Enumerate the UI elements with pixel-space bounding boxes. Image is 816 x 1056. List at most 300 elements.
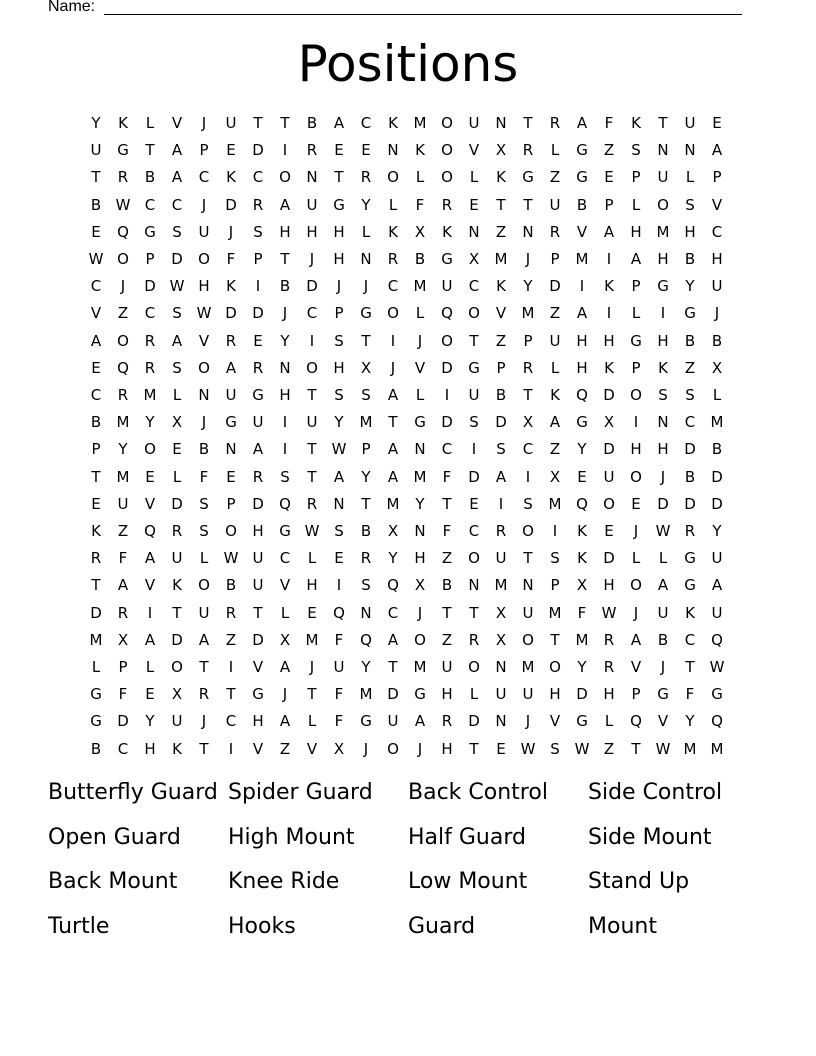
grid-letter: F bbox=[442, 522, 452, 540]
grid-letter: S bbox=[172, 358, 182, 377]
grid-letter: S bbox=[469, 413, 479, 432]
grid-letter: D bbox=[90, 603, 102, 622]
grid-letter: M bbox=[710, 739, 724, 758]
grid-letter: Q bbox=[144, 522, 156, 540]
grid-letter: V bbox=[306, 739, 318, 758]
grid-letter: R bbox=[225, 331, 237, 350]
grid-letter: N bbox=[414, 522, 426, 540]
grid-letter: L bbox=[145, 658, 155, 676]
grid-letter: J bbox=[633, 603, 639, 622]
grid-letter: T bbox=[199, 739, 209, 758]
grid-letter: M bbox=[413, 658, 427, 676]
grid-letter: J bbox=[201, 114, 207, 132]
grid-letter: O bbox=[603, 494, 615, 513]
grid-row bbox=[83, 246, 743, 273]
grid-letter: A bbox=[387, 467, 399, 486]
grid-letter: Z bbox=[549, 304, 561, 323]
grid-letter: J bbox=[660, 658, 666, 676]
grid-letter: E bbox=[604, 522, 614, 540]
grid-letter: T bbox=[226, 685, 236, 704]
grid-letter: D bbox=[171, 494, 183, 513]
grid-letter: N bbox=[657, 141, 669, 160]
grid-letter: R bbox=[360, 549, 372, 568]
grid-letter: R bbox=[441, 712, 453, 731]
grid-letter: D bbox=[225, 304, 237, 323]
grid-letter: Y bbox=[361, 467, 371, 486]
grid-letter: A bbox=[171, 141, 183, 160]
grid-letter: T bbox=[685, 658, 695, 676]
grid-letter: F bbox=[604, 114, 614, 132]
grid-letter: H bbox=[279, 222, 291, 241]
grid-letter: O bbox=[441, 168, 453, 187]
grid-letter: Y bbox=[334, 413, 344, 432]
grid-letter: K bbox=[577, 549, 587, 568]
grid-letter: N bbox=[225, 440, 237, 459]
grid-letter: H bbox=[333, 250, 345, 268]
grid-letter: S bbox=[685, 386, 695, 404]
grid-letter: R bbox=[117, 386, 129, 404]
grid-letter: I bbox=[336, 576, 342, 595]
grid-letter: C bbox=[684, 630, 696, 649]
grid-letter: G bbox=[225, 413, 237, 432]
grid-letter: H bbox=[333, 222, 345, 241]
grid-letter: O bbox=[441, 141, 453, 160]
grid-letter: Z bbox=[117, 304, 129, 323]
grid-letter: P bbox=[334, 304, 344, 323]
grid-letter: L bbox=[469, 685, 479, 704]
grid-letter: G bbox=[117, 141, 129, 160]
grid-letter: W bbox=[331, 440, 347, 459]
grid-row bbox=[83, 627, 743, 654]
grid-letter: T bbox=[307, 467, 317, 486]
grid-letter: Y bbox=[577, 658, 587, 676]
grid-letter: E bbox=[712, 114, 722, 132]
grid-letter: R bbox=[90, 549, 102, 568]
grid-letter: I bbox=[282, 413, 288, 432]
grid-letter: Y bbox=[145, 712, 155, 731]
grid-letter: R bbox=[549, 222, 561, 241]
grid-letter: X bbox=[603, 413, 615, 432]
grid-letter: D bbox=[252, 630, 264, 649]
grid-letter: T bbox=[388, 413, 398, 432]
grid-letter: E bbox=[91, 358, 101, 377]
grid-letter: Q bbox=[117, 222, 129, 241]
grid-row bbox=[83, 273, 743, 300]
grid-letter: O bbox=[657, 195, 669, 214]
grid-letter: R bbox=[252, 467, 264, 486]
grid-letter: W bbox=[709, 658, 725, 676]
grid-letter: H bbox=[630, 222, 642, 241]
grid-letter: D bbox=[252, 494, 264, 513]
grid-letter: H bbox=[603, 331, 615, 350]
grid-letter: A bbox=[387, 440, 399, 459]
grid-letter: C bbox=[225, 712, 237, 731]
grid-letter: T bbox=[91, 467, 101, 486]
grid-letter: T bbox=[550, 630, 560, 649]
grid-letter: X bbox=[495, 141, 507, 160]
grid-letter: U bbox=[711, 277, 723, 296]
grid-letter: U bbox=[549, 331, 561, 350]
grid-letter: B bbox=[279, 277, 291, 296]
grid-row bbox=[83, 409, 743, 436]
grid-letter: D bbox=[603, 549, 615, 568]
grid-letter: U bbox=[117, 494, 129, 513]
grid-letter: O bbox=[198, 358, 210, 377]
grid-letter: N bbox=[414, 440, 426, 459]
grid-letter: D bbox=[144, 277, 156, 296]
grid-letter: U bbox=[549, 195, 561, 214]
grid-letter: V bbox=[549, 712, 561, 731]
grid-letter: S bbox=[496, 440, 506, 459]
grid-letter: G bbox=[252, 685, 264, 704]
grid-letter: I bbox=[282, 141, 288, 160]
grid-letter: T bbox=[91, 576, 101, 595]
grid-letter: H bbox=[414, 549, 426, 568]
grid-letter: R bbox=[603, 658, 615, 676]
grid-letter: I bbox=[498, 494, 504, 513]
grid-letter: K bbox=[118, 114, 128, 132]
grid-letter: E bbox=[91, 222, 101, 241]
grid-letter: Y bbox=[91, 114, 101, 132]
grid-letter: L bbox=[415, 386, 425, 404]
grid-letter: B bbox=[414, 250, 426, 268]
grid-letter: A bbox=[333, 467, 345, 486]
grid-letter: S bbox=[361, 386, 371, 404]
grid-letter: A bbox=[630, 250, 642, 268]
grid-letter: F bbox=[226, 250, 236, 268]
grid-letter: U bbox=[495, 549, 507, 568]
grid-row bbox=[83, 681, 743, 708]
grid-letter: G bbox=[576, 141, 588, 160]
grid-letter: T bbox=[523, 195, 533, 214]
grid-letter: G bbox=[468, 358, 480, 377]
grid-letter: O bbox=[279, 168, 291, 187]
grid-letter: B bbox=[684, 331, 696, 350]
grid-letter: L bbox=[415, 168, 425, 187]
grid-letter: X bbox=[495, 630, 507, 649]
grid-letter: D bbox=[549, 277, 561, 296]
grid-letter: J bbox=[309, 250, 315, 268]
grid-letter: H bbox=[657, 440, 669, 459]
grid-letter: C bbox=[144, 195, 156, 214]
grid-letter: Q bbox=[711, 630, 723, 649]
grid-row bbox=[83, 164, 743, 191]
grid-letter: R bbox=[684, 522, 696, 540]
name-input-line[interactable] bbox=[104, 14, 742, 15]
grid-letter: G bbox=[144, 222, 156, 241]
grid-letter: N bbox=[387, 141, 399, 160]
grid-letter: H bbox=[198, 277, 210, 296]
grid-letter: N bbox=[279, 358, 291, 377]
grid-letter: T bbox=[523, 114, 533, 132]
grid-letter: C bbox=[441, 440, 453, 459]
grid-letter: R bbox=[603, 630, 615, 649]
name-row bbox=[48, 0, 748, 22]
grid-letter: G bbox=[360, 304, 372, 323]
grid-letter: R bbox=[306, 141, 318, 160]
grid-letter: W bbox=[520, 739, 536, 758]
grid-letter: U bbox=[306, 195, 318, 214]
grid-letter: D bbox=[684, 494, 696, 513]
grid-letter: D bbox=[468, 467, 480, 486]
grid-letter: N bbox=[684, 141, 696, 160]
word-bank-item: Knee Ride bbox=[228, 869, 340, 895]
grid-letter: C bbox=[711, 222, 723, 241]
grid-letter: K bbox=[388, 114, 398, 132]
grid-letter: W bbox=[655, 522, 671, 540]
grid-letter: D bbox=[603, 440, 615, 459]
grid-letter: J bbox=[390, 358, 396, 377]
grid-letter: B bbox=[306, 114, 318, 132]
grid-letter: H bbox=[711, 250, 723, 268]
grid-letter: G bbox=[522, 168, 534, 187]
grid-letter: N bbox=[468, 222, 480, 241]
grid-letter: J bbox=[120, 277, 126, 296]
grid-letter: C bbox=[387, 277, 399, 296]
grid-letter: M bbox=[386, 494, 400, 513]
grid-letter: L bbox=[550, 358, 560, 377]
grid-letter: J bbox=[201, 195, 207, 214]
grid-letter: K bbox=[172, 739, 182, 758]
grid-letter: T bbox=[280, 250, 290, 268]
grid-letter: D bbox=[171, 630, 183, 649]
grid-letter: T bbox=[307, 386, 317, 404]
grid-letter: Z bbox=[495, 222, 507, 241]
grid-letter: G bbox=[333, 195, 345, 214]
grid-letter: B bbox=[90, 413, 102, 432]
grid-letter: C bbox=[468, 277, 480, 296]
grid-letter: H bbox=[252, 712, 264, 731]
grid-letter: G bbox=[684, 304, 696, 323]
grid-letter: X bbox=[117, 630, 129, 649]
grid-letter: S bbox=[658, 386, 668, 404]
grid-letter: L bbox=[685, 168, 695, 187]
grid-letter: T bbox=[280, 114, 290, 132]
grid-letter: S bbox=[199, 494, 209, 513]
grid-letter: L bbox=[415, 304, 425, 323]
grid-letter: K bbox=[442, 222, 452, 241]
grid-letter: P bbox=[604, 195, 614, 214]
grid-letter: E bbox=[334, 141, 344, 160]
grid-letter: Z bbox=[495, 331, 507, 350]
grid-letter: M bbox=[710, 413, 724, 432]
grid-letter: X bbox=[360, 358, 372, 377]
grid-letter: Q bbox=[333, 603, 345, 622]
grid-letter: T bbox=[469, 331, 479, 350]
grid-letter: J bbox=[282, 685, 288, 704]
grid-letter: B bbox=[657, 630, 669, 649]
grid-letter: P bbox=[550, 576, 560, 595]
grid-letter: A bbox=[279, 712, 291, 731]
grid-letter: M bbox=[494, 250, 508, 268]
grid-letter: A bbox=[144, 630, 156, 649]
grid-letter: C bbox=[117, 739, 129, 758]
grid-letter: K bbox=[658, 358, 668, 377]
grid-letter: O bbox=[387, 739, 399, 758]
grid-letter: G bbox=[252, 386, 264, 404]
grid-letter: H bbox=[630, 440, 642, 459]
grid-letter: A bbox=[630, 630, 642, 649]
grid-row bbox=[83, 464, 743, 491]
grid-letter: X bbox=[387, 522, 399, 540]
grid-letter: O bbox=[549, 658, 561, 676]
grid-letter: A bbox=[171, 331, 183, 350]
grid-letter: E bbox=[361, 141, 371, 160]
grid-letter: N bbox=[495, 712, 507, 731]
grid-letter: P bbox=[145, 250, 155, 268]
grid-row bbox=[83, 137, 743, 164]
grid-letter: X bbox=[279, 630, 291, 649]
grid-letter: L bbox=[145, 114, 155, 132]
grid-letter: A bbox=[144, 549, 156, 568]
grid-letter: C bbox=[360, 114, 372, 132]
grid-letter: K bbox=[415, 141, 425, 160]
grid-letter: N bbox=[522, 576, 534, 595]
grid-letter: I bbox=[660, 304, 666, 323]
grid-letter: I bbox=[633, 413, 639, 432]
grid-letter: L bbox=[469, 168, 479, 187]
grid-letter: F bbox=[334, 630, 344, 649]
grid-letter: Q bbox=[117, 358, 129, 377]
grid-letter: C bbox=[90, 277, 102, 296]
grid-letter: B bbox=[441, 576, 453, 595]
grid-letter: J bbox=[660, 467, 666, 486]
grid-letter: H bbox=[603, 685, 615, 704]
grid-letter: F bbox=[118, 685, 128, 704]
grid-letter: N bbox=[333, 494, 345, 513]
grid-letter: X bbox=[414, 222, 426, 241]
grid-letter: Z bbox=[684, 358, 696, 377]
grid-letter: E bbox=[226, 467, 236, 486]
grid-letter: A bbox=[225, 358, 237, 377]
grid-letter: A bbox=[603, 222, 615, 241]
grid-letter: V bbox=[414, 358, 426, 377]
grid-letter: Y bbox=[361, 195, 371, 214]
grid-letter: G bbox=[90, 685, 102, 704]
grid-letter: Y bbox=[415, 494, 425, 513]
word-bank-item: High Mount bbox=[228, 824, 355, 850]
grid-letter: A bbox=[333, 114, 345, 132]
word-bank-item: Turtle bbox=[48, 914, 110, 940]
grid-letter: G bbox=[279, 522, 291, 540]
grid-letter: X bbox=[522, 413, 534, 432]
grid-letter: L bbox=[550, 141, 560, 160]
grid-letter: K bbox=[604, 358, 614, 377]
grid-letter: G bbox=[414, 413, 426, 432]
grid-row bbox=[83, 219, 743, 246]
grid-letter: J bbox=[417, 739, 423, 758]
grid-letter: X bbox=[414, 576, 426, 595]
grid-letter: O bbox=[468, 658, 480, 676]
grid-letter: I bbox=[147, 603, 153, 622]
grid-letter: Z bbox=[549, 440, 561, 459]
grid-letter: E bbox=[577, 467, 587, 486]
grid-letter: O bbox=[441, 114, 453, 132]
grid-letter: O bbox=[198, 250, 210, 268]
grid-letter: D bbox=[495, 413, 507, 432]
grid-letter: A bbox=[252, 440, 264, 459]
grid-letter: H bbox=[657, 331, 669, 350]
grid-letter: D bbox=[387, 685, 399, 704]
grid-letter: P bbox=[631, 685, 641, 704]
grid-letter: U bbox=[252, 413, 264, 432]
grid-letter: Z bbox=[549, 168, 561, 187]
grid-letter: W bbox=[601, 603, 617, 622]
grid-letter: J bbox=[633, 522, 639, 540]
grid-letter: U bbox=[306, 413, 318, 432]
word-bank-item: Back Control bbox=[408, 780, 548, 805]
grid-letter: D bbox=[252, 141, 264, 160]
grid-letter: S bbox=[253, 222, 263, 241]
grid-letter: H bbox=[549, 685, 561, 704]
grid-letter: X bbox=[468, 250, 480, 268]
grid-letter: K bbox=[496, 277, 506, 296]
grid-letter: N bbox=[306, 168, 318, 187]
grid-letter: L bbox=[172, 386, 182, 404]
grid-letter: X bbox=[576, 576, 588, 595]
grid-letter: M bbox=[305, 630, 319, 649]
grid-letter: R bbox=[225, 603, 237, 622]
grid-letter: T bbox=[658, 114, 668, 132]
grid-letter: U bbox=[198, 603, 210, 622]
grid-letter: E bbox=[469, 195, 479, 214]
grid-letter: H bbox=[306, 222, 318, 241]
grid-letter: G bbox=[414, 685, 426, 704]
grid-letter: U bbox=[657, 168, 669, 187]
grid-letter: A bbox=[711, 141, 723, 160]
grid-letter: A bbox=[549, 413, 561, 432]
grid-letter: Y bbox=[712, 522, 722, 540]
grid-letter: Z bbox=[441, 630, 453, 649]
grid-letter: H bbox=[441, 685, 453, 704]
grid-letter: W bbox=[304, 522, 320, 540]
grid-letter: F bbox=[334, 712, 344, 731]
grid-letter: R bbox=[441, 195, 453, 214]
grid-letter: P bbox=[118, 658, 128, 676]
grid-letter: M bbox=[575, 250, 589, 268]
grid-letter: Y bbox=[118, 440, 128, 459]
grid-letter: A bbox=[90, 331, 102, 350]
grid-letter: D bbox=[441, 413, 453, 432]
grid-letter: V bbox=[171, 114, 183, 132]
grid-letter: D bbox=[441, 358, 453, 377]
grid-letter: C bbox=[90, 386, 102, 404]
grid-letter: H bbox=[576, 331, 588, 350]
grid-letter: M bbox=[413, 114, 427, 132]
grid-row bbox=[83, 600, 743, 627]
grid-letter: Q bbox=[630, 712, 642, 731]
grid-letter: F bbox=[442, 467, 452, 486]
grid-letter: G bbox=[684, 576, 696, 595]
grid-letter: R bbox=[252, 358, 264, 377]
grid-letter: J bbox=[714, 304, 720, 323]
grid-letter: H bbox=[144, 739, 156, 758]
grid-letter: H bbox=[684, 222, 696, 241]
grid-letter: M bbox=[89, 630, 103, 649]
grid-letter: H bbox=[603, 576, 615, 595]
grid-letter: D bbox=[603, 386, 615, 404]
grid-letter: M bbox=[656, 222, 670, 241]
grid-letter: D bbox=[711, 467, 723, 486]
grid-letter: V bbox=[576, 222, 588, 241]
grid-letter: E bbox=[145, 685, 155, 704]
grid-letter: R bbox=[387, 250, 399, 268]
grid-letter: U bbox=[225, 386, 237, 404]
grid-letter: D bbox=[711, 494, 723, 513]
grid-letter: L bbox=[631, 304, 641, 323]
grid-letter: S bbox=[523, 494, 533, 513]
grid-letter: U bbox=[198, 222, 210, 241]
